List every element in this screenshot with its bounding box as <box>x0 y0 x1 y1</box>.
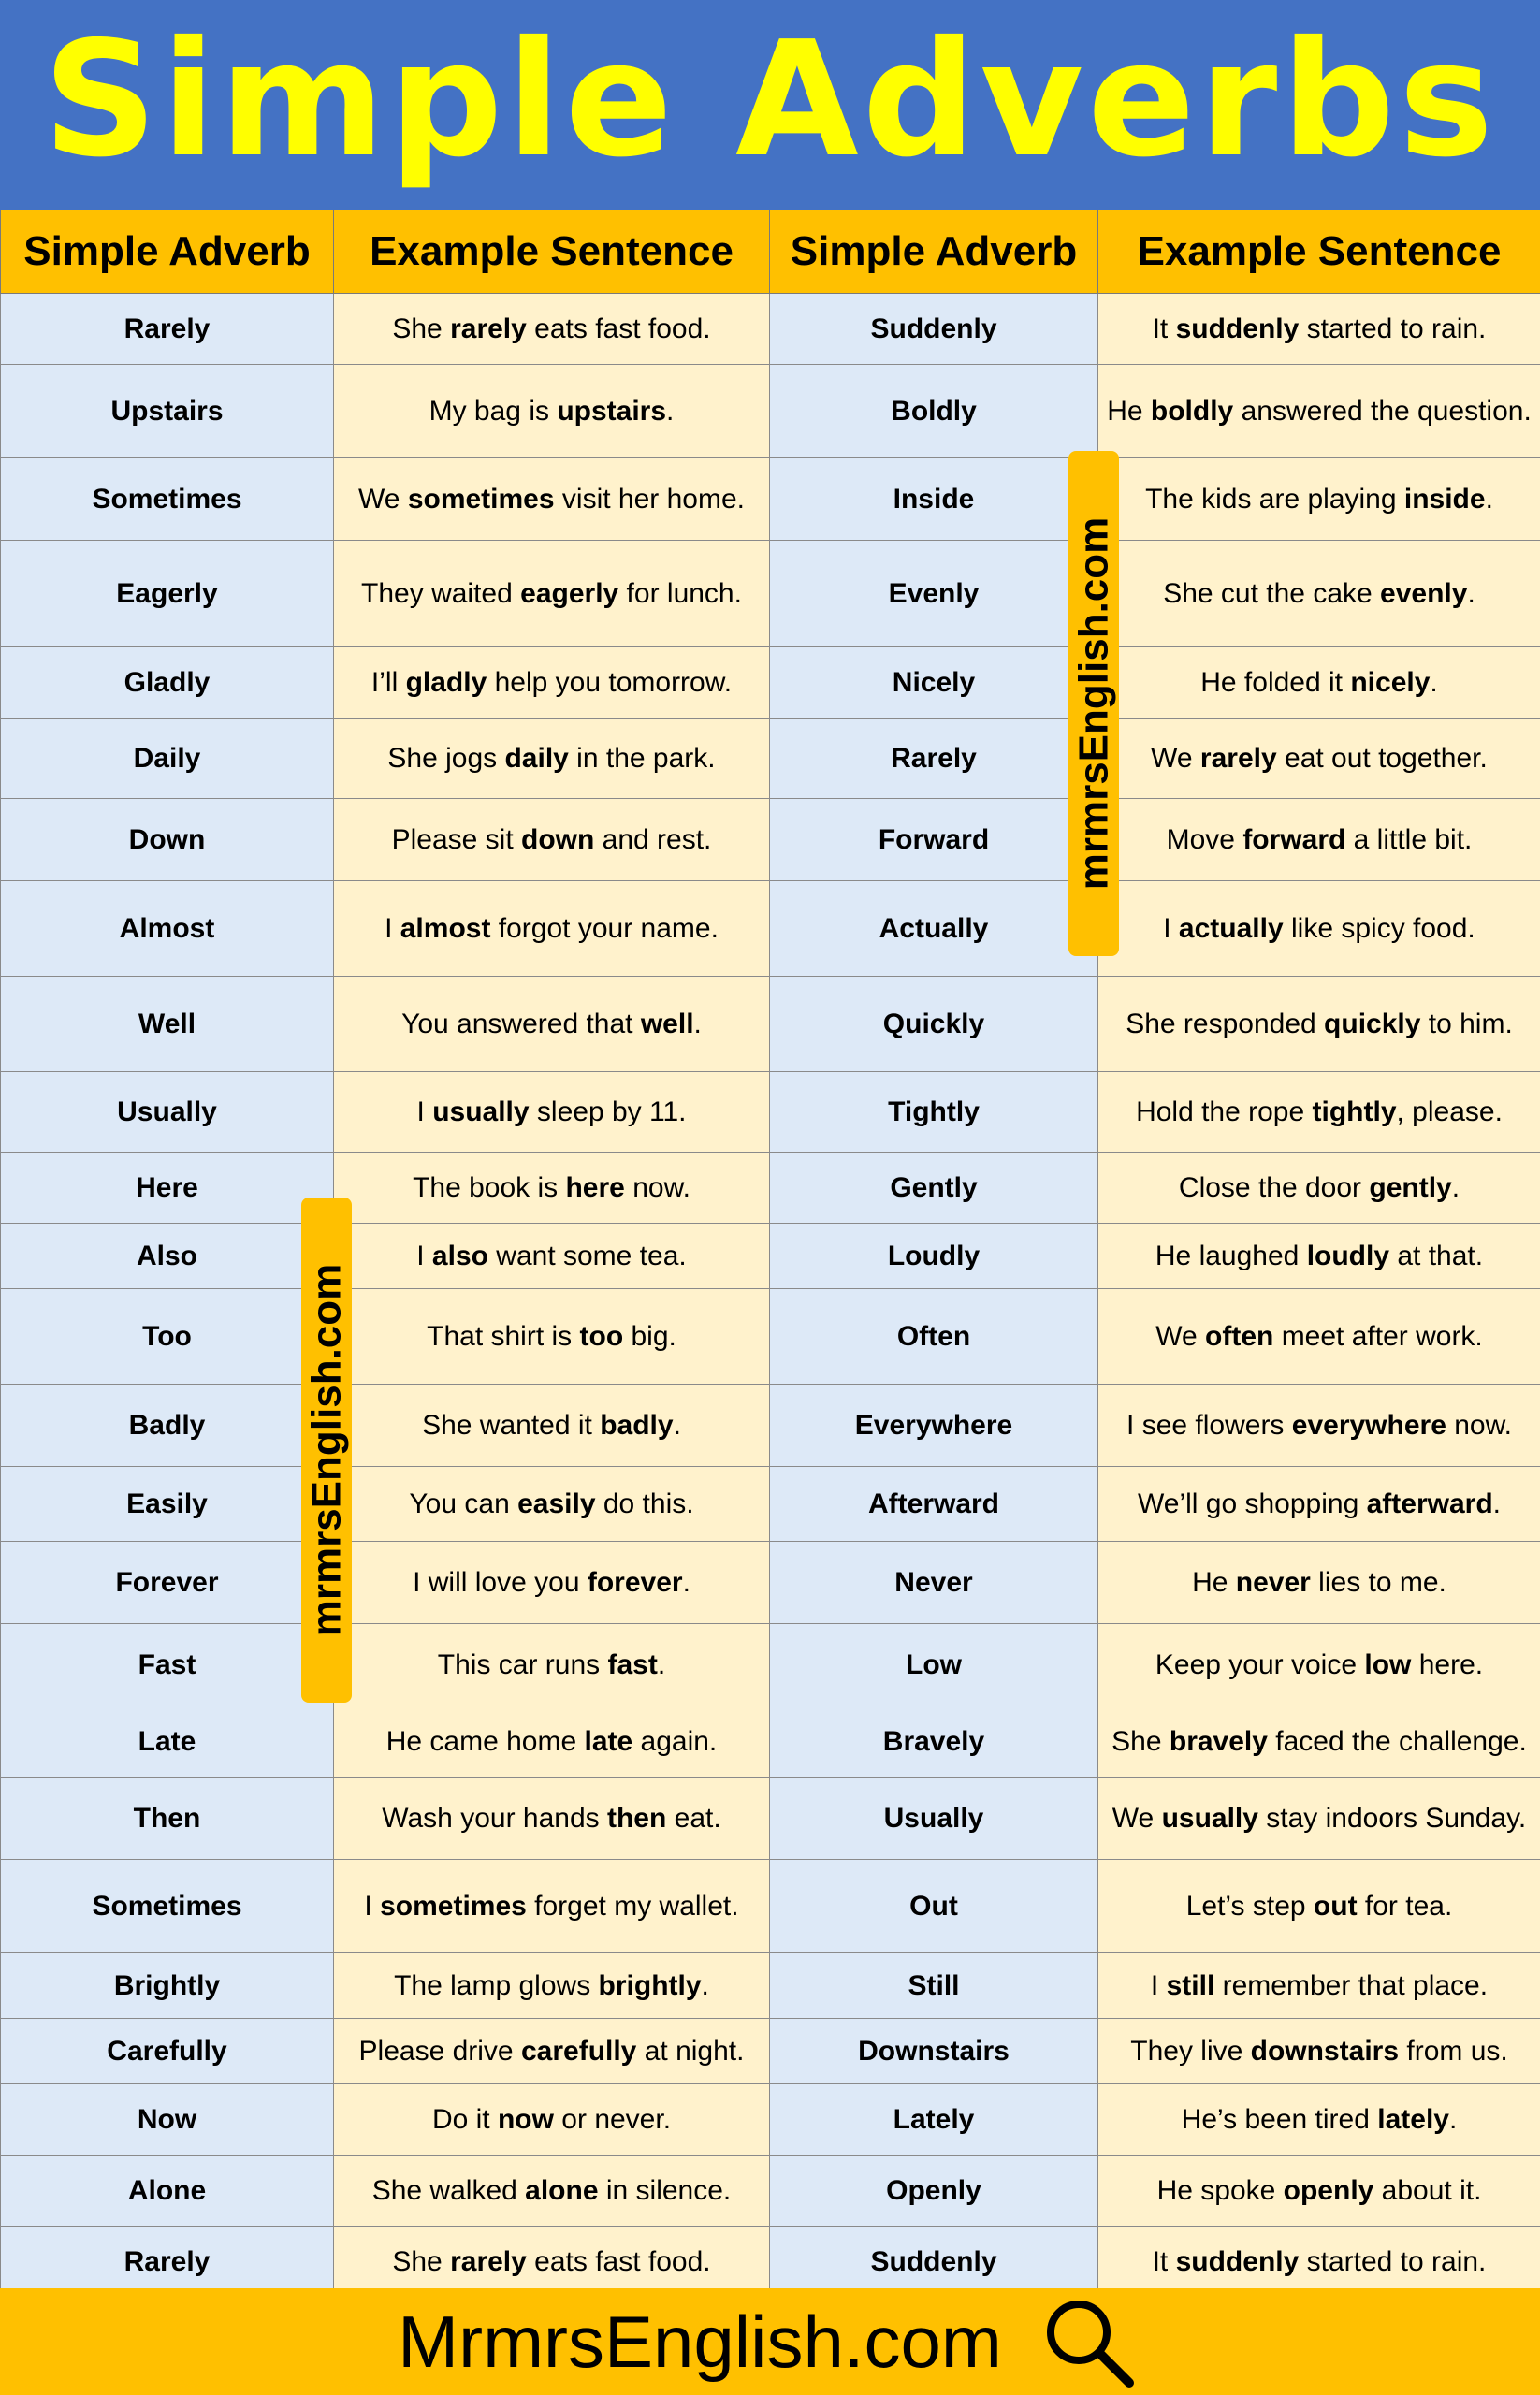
example-cell-left <box>334 1706 770 1778</box>
sentence-text: faced the challenge. <box>1267 1726 1527 1757</box>
example-cell-left <box>334 1778 770 1860</box>
sentence-text: Move <box>1166 824 1243 855</box>
highlighted-adverb: usually <box>1161 1803 1258 1834</box>
sentence-text: . <box>673 1410 681 1441</box>
adverb-cell-right: Loudly <box>770 1224 1098 1289</box>
sentence-text: I <box>364 1891 381 1922</box>
column-header-example-right: Example Sentence <box>1098 210 1540 294</box>
sentence-text: meet after work. <box>1273 1321 1483 1352</box>
highlighted-adverb: rarely <box>450 313 527 344</box>
sentence-text: or never. <box>553 2104 672 2135</box>
sentence-text: from us. <box>1399 2036 1508 2067</box>
highlighted-adverb: suddenly <box>1175 313 1300 344</box>
sentence-text: at night. <box>636 2036 745 2067</box>
adverb-cell-right: Actually <box>770 881 1098 977</box>
adverb-cell-right: Everywhere <box>770 1385 1098 1467</box>
adverb-cell-right: Gently <box>770 1153 1098 1224</box>
sentence-text: . <box>666 396 675 427</box>
sentence-text: now. <box>1446 1410 1512 1441</box>
example-cell-right <box>1098 799 1540 881</box>
adverb-cell-left: Late <box>1 1706 334 1778</box>
sentence-text: He laughed <box>1155 1241 1307 1271</box>
watermark-badge-left <box>301 1198 352 1703</box>
highlighted-adverb: brightly <box>598 1970 702 2001</box>
sentence-text: He spoke <box>1156 2175 1284 2206</box>
table-row <box>1 718 1540 799</box>
example-cell-left <box>334 458 770 541</box>
highlighted-adverb: carefully <box>520 2036 637 2067</box>
example-cell-left <box>334 1072 770 1153</box>
adverb-cell-left: Sometimes <box>1 458 334 541</box>
example-cell-left <box>334 294 770 365</box>
sentence-text: forgot your name. <box>490 913 719 944</box>
sentence-text: eat out together. <box>1276 743 1488 774</box>
sentence-text: Close the door <box>1178 1172 1370 1203</box>
adverb-cell-right: Out <box>770 1860 1098 1953</box>
example-cell-right <box>1098 977 1540 1072</box>
sentence-text: He <box>1107 396 1151 427</box>
table-row <box>1 541 1540 647</box>
sentence-text: . <box>701 1970 709 2001</box>
example-cell-left <box>334 1860 770 1953</box>
adverb-cell-left: Fast <box>1 1624 334 1706</box>
sentence-text: He folded it <box>1200 667 1351 698</box>
adverb-cell-right: Low <box>770 1624 1098 1706</box>
example-cell-left <box>334 365 770 458</box>
adverb-cell-left: Now <box>1 2084 334 2156</box>
table-row <box>1 1072 1540 1153</box>
sentence-text: She responded <box>1126 1009 1325 1039</box>
table-row <box>1 2156 1540 2227</box>
example-cell-left <box>334 2227 770 2298</box>
table-row <box>1 2227 1540 2298</box>
adverb-cell-right: Suddenly <box>770 2227 1098 2298</box>
sentence-text: . <box>1451 1172 1460 1203</box>
adverb-cell-left: Then <box>1 1778 334 1860</box>
highlighted-adverb: quickly <box>1324 1009 1421 1039</box>
table-row <box>1 458 1540 541</box>
highlighted-adverb: rarely <box>450 2246 527 2277</box>
table-row <box>1 1860 1540 1953</box>
adverb-cell-right: Never <box>770 1542 1098 1624</box>
example-cell-right <box>1098 1289 1540 1385</box>
sentence-text: started to rain. <box>1299 313 1487 344</box>
adverb-cell-left: Daily <box>1 718 334 799</box>
sentence-text: Do it <box>431 2104 498 2135</box>
adverb-cell-right: Lately <box>770 2084 1098 2156</box>
adverb-cell-right: Evenly <box>770 541 1098 647</box>
table-row <box>1 881 1540 977</box>
highlighted-adverb: everywhere <box>1291 1410 1446 1441</box>
sentence-text: big. <box>623 1321 676 1352</box>
example-cell-right <box>1098 718 1540 799</box>
sentence-text: That shirt is <box>427 1321 580 1352</box>
example-cell-left <box>334 1467 770 1542</box>
sentence-text: now. <box>624 1172 690 1203</box>
highlighted-adverb: now <box>497 2104 554 2135</box>
sentence-text: She <box>1111 1726 1170 1757</box>
example-cell-right <box>1098 1072 1540 1153</box>
title-banner <box>0 0 1540 210</box>
sentence-text: like spicy food. <box>1283 913 1475 944</box>
sentence-text: . <box>657 1649 666 1680</box>
example-cell-left <box>334 2084 770 2156</box>
highlighted-adverb: rarely <box>1199 743 1277 774</box>
sentence-text: . <box>1430 667 1438 698</box>
example-cell-right <box>1098 1706 1540 1778</box>
highlighted-adverb: badly <box>600 1410 674 1441</box>
table-row <box>1 1542 1540 1624</box>
sentence-text: . <box>1448 2104 1458 2135</box>
highlighted-adverb: gently <box>1369 1172 1452 1203</box>
sentence-text: It <box>1152 2246 1176 2277</box>
sentence-text: answered the question. <box>1233 396 1532 427</box>
highlighted-adverb: afterward <box>1366 1488 1493 1519</box>
highlighted-adverb: loudly <box>1306 1241 1390 1271</box>
highlighted-adverb: never <box>1235 1567 1311 1598</box>
sentence-text: Please drive <box>358 2036 521 2067</box>
example-cell-right <box>1098 541 1540 647</box>
sentence-text: to him. <box>1420 1009 1513 1039</box>
example-cell-right <box>1098 1467 1540 1542</box>
sentence-text: Keep your voice <box>1155 1649 1365 1680</box>
example-cell-right <box>1098 294 1540 365</box>
table-row <box>1 1289 1540 1385</box>
adverb-cell-right: Forward <box>770 799 1098 881</box>
sentence-text: I <box>1163 913 1179 944</box>
example-cell-left <box>334 2156 770 2227</box>
adverb-cell-left: Almost <box>1 881 334 977</box>
highlighted-adverb: also <box>431 1241 488 1271</box>
highlighted-adverb: down <box>521 824 595 855</box>
sentence-text: My bag is <box>429 396 558 427</box>
highlighted-adverb: sometimes <box>380 1891 527 1922</box>
highlighted-adverb: suddenly <box>1175 2246 1300 2277</box>
sentence-text: in the park. <box>568 743 716 774</box>
example-cell-left <box>334 1953 770 2019</box>
example-cell-left <box>334 541 770 647</box>
highlighted-adverb: almost <box>400 913 491 944</box>
footer-banner <box>0 2288 1540 2395</box>
highlighted-adverb: alone <box>525 2175 599 2206</box>
adverb-cell-left: Easily <box>1 1467 334 1542</box>
highlighted-adverb: actually <box>1178 913 1284 944</box>
adverb-cell-left: Also <box>1 1224 334 1289</box>
example-cell-right <box>1098 2084 1540 2156</box>
highlighted-adverb: low <box>1364 1649 1412 1680</box>
sentence-text: The lamp glows <box>394 1970 599 2001</box>
example-cell-right <box>1098 1153 1540 1224</box>
highlighted-adverb: evenly <box>1380 578 1468 609</box>
column-header-adverb-left: Simple Adverb <box>1 210 334 294</box>
example-cell-right <box>1098 1542 1540 1624</box>
sentence-text: sleep by 11. <box>529 1096 687 1127</box>
highlighted-adverb: bravely <box>1169 1726 1268 1757</box>
sentence-text: I’ll <box>370 667 406 698</box>
sentence-text: eats fast food. <box>526 313 711 344</box>
watermark-badge-right <box>1068 451 1119 956</box>
column-header-adverb-right: Simple Adverb <box>770 210 1098 294</box>
sentence-text: It <box>1152 313 1176 344</box>
watermark-text: mrmrsEnglish.com <box>1070 516 1116 891</box>
example-cell-right <box>1098 2019 1540 2084</box>
sentence-text: for lunch. <box>618 578 742 609</box>
example-cell-right <box>1098 1624 1540 1706</box>
adverb-cell-left: Too <box>1 1289 334 1385</box>
highlighted-adverb: boldly <box>1150 396 1234 427</box>
highlighted-adverb: still <box>1166 1970 1215 2001</box>
adverb-cell-right: Afterward <box>770 1467 1098 1542</box>
adverb-cell-right: Quickly <box>770 977 1098 1072</box>
sentence-text: a little bit. <box>1345 824 1473 855</box>
example-cell-left <box>334 1153 770 1224</box>
highlighted-adverb: eagerly <box>520 578 619 609</box>
example-cell-right <box>1098 365 1540 458</box>
sentence-text: about it. <box>1373 2175 1482 2206</box>
table-row <box>1 1624 1540 1706</box>
sentence-text: You answered that <box>401 1009 641 1039</box>
highlighted-adverb: easily <box>517 1488 596 1519</box>
example-cell-right <box>1098 1385 1540 1467</box>
sentence-text: for tea. <box>1357 1891 1453 1922</box>
sentence-text: She jogs <box>387 743 505 774</box>
sentence-text: They live <box>1130 2036 1251 2067</box>
example-cell-left <box>334 799 770 881</box>
sentence-text: She <box>392 313 451 344</box>
highlighted-adverb: gladly <box>405 667 487 698</box>
example-cell-left <box>334 647 770 718</box>
sentence-text: remember that place. <box>1214 1970 1489 2001</box>
highlighted-adverb: too <box>579 1321 624 1352</box>
sentence-text: I will love you <box>413 1567 588 1598</box>
sentence-text: The kids are playing <box>1145 484 1404 515</box>
adverb-cell-right: Usually <box>770 1778 1098 1860</box>
table-row <box>1 647 1540 718</box>
sentence-text: started to rain. <box>1299 2246 1487 2277</box>
highlighted-adverb: well <box>640 1009 694 1039</box>
highlighted-adverb: usually <box>432 1096 530 1127</box>
adverbs-table <box>0 210 1540 2298</box>
sentence-text: Please sit <box>391 824 521 855</box>
example-cell-right <box>1098 1860 1540 1953</box>
sentence-text: . <box>1467 578 1475 609</box>
sentence-text: He came home <box>385 1726 585 1757</box>
sentence-text: help you tomorrow. <box>487 667 733 698</box>
table-row <box>1 977 1540 1072</box>
adverb-cell-left: Upstairs <box>1 365 334 458</box>
adverb-cell-left: Brightly <box>1 1953 334 2019</box>
highlighted-adverb: forever <box>587 1567 683 1598</box>
sentence-text: He <box>1192 1567 1236 1598</box>
example-cell-left <box>334 1542 770 1624</box>
sentence-text: We <box>1111 1803 1162 1834</box>
highlighted-adverb: here <box>565 1172 625 1203</box>
sentence-text: , please. <box>1396 1096 1503 1127</box>
highlighted-adverb: daily <box>504 743 569 774</box>
sentence-text: I see flowers <box>1126 1410 1292 1441</box>
sentence-text: I <box>416 1241 432 1271</box>
sentence-text: . <box>693 1009 702 1039</box>
sentence-text: Let’s step <box>1185 1891 1314 1922</box>
example-cell-left <box>334 881 770 977</box>
highlighted-adverb: forward <box>1242 824 1346 855</box>
sentence-text: stay indoors Sunday. <box>1257 1803 1527 1834</box>
adverb-cell-left: Down <box>1 799 334 881</box>
highlighted-adverb: lately <box>1377 2104 1449 2135</box>
sentence-text: at that. <box>1389 1241 1484 1271</box>
sentence-text: I <box>1150 1970 1167 2001</box>
table-row <box>1 365 1540 458</box>
search-icon <box>1039 2295 1142 2388</box>
adverb-cell-right: Nicely <box>770 647 1098 718</box>
adverb-cell-right: Openly <box>770 2156 1098 2227</box>
table-row <box>1 1706 1540 1778</box>
table-row <box>1 2084 1540 2156</box>
sentence-text: want some tea. <box>487 1241 687 1271</box>
table-body <box>1 294 1540 2298</box>
sentence-text: do this. <box>595 1488 694 1519</box>
sentence-text: lies to me. <box>1310 1567 1446 1598</box>
adverb-cell-right: Tightly <box>770 1072 1098 1153</box>
adverb-cell-left: Carefully <box>1 2019 334 2084</box>
sentence-text: and rest. <box>594 824 712 855</box>
example-cell-left <box>334 977 770 1072</box>
example-cell-left <box>334 1289 770 1385</box>
sentence-text: They waited <box>361 578 521 609</box>
adverb-cell-right: Still <box>770 1953 1098 2019</box>
sentence-text: . <box>1492 1488 1501 1519</box>
adverb-cell-right: Suddenly <box>770 294 1098 365</box>
highlighted-adverb: upstairs <box>557 396 667 427</box>
example-cell-left <box>334 1385 770 1467</box>
sentence-text: This car runs <box>437 1649 608 1680</box>
table-row <box>1 1953 1540 2019</box>
example-cell-left <box>334 718 770 799</box>
sentence-text: The book is <box>413 1172 566 1203</box>
header-row <box>1 210 1540 294</box>
example-cell-right <box>1098 647 1540 718</box>
sentence-text: Wash your hands <box>382 1803 607 1834</box>
sentence-text: I <box>416 1096 433 1127</box>
adverb-cell-right: Downstairs <box>770 2019 1098 2084</box>
sentence-text: We <box>1155 1321 1206 1352</box>
sentence-text: He’s been tired <box>1181 2104 1378 2135</box>
highlighted-adverb: often <box>1205 1321 1274 1352</box>
table-row <box>1 1467 1540 1542</box>
sentence-text: You can <box>409 1488 518 1519</box>
sentence-text: . <box>682 1567 690 1598</box>
sentence-text: We <box>358 484 408 515</box>
watermark-text: mrmrsEnglish.com <box>303 1263 349 1637</box>
footer-site-name: MrmrsEnglish.com <box>398 2300 1002 2383</box>
adverb-cell-right: Often <box>770 1289 1098 1385</box>
sentence-text: . <box>1485 484 1493 515</box>
highlighted-adverb: tightly <box>1312 1096 1397 1127</box>
example-cell-right <box>1098 1953 1540 2019</box>
adverb-cell-left: Well <box>1 977 334 1072</box>
sentence-text: She wanted it <box>422 1410 601 1441</box>
example-cell-right <box>1098 1778 1540 1860</box>
sentence-text: We’ll go shopping <box>1138 1488 1367 1519</box>
highlighted-adverb: then <box>606 1803 667 1834</box>
example-cell-left <box>334 1224 770 1289</box>
adverb-cell-left: Sometimes <box>1 1860 334 1953</box>
sentence-text: forget my wallet. <box>526 1891 739 1922</box>
adverb-cell-right: Rarely <box>770 718 1098 799</box>
highlighted-adverb: out <box>1313 1891 1358 1922</box>
highlighted-adverb: fast <box>607 1649 658 1680</box>
highlighted-adverb: late <box>584 1726 633 1757</box>
page-title: Simple Adverbs <box>42 7 1498 193</box>
table-row <box>1 799 1540 881</box>
table-row <box>1 294 1540 365</box>
sentence-text: She cut the cake <box>1163 578 1381 609</box>
adverb-cell-left: Badly <box>1 1385 334 1467</box>
adverb-cell-right: Inside <box>770 458 1098 541</box>
adverb-cell-right: Bravely <box>770 1706 1098 1778</box>
sentence-text: again. <box>632 1726 718 1757</box>
table-row <box>1 1153 1540 1224</box>
example-cell-right <box>1098 2227 1540 2298</box>
example-cell-right <box>1098 1224 1540 1289</box>
sentence-text: eats fast food. <box>526 2246 711 2277</box>
example-cell-left <box>334 1624 770 1706</box>
adverb-cell-left: Gladly <box>1 647 334 718</box>
adverb-cell-left: Eagerly <box>1 541 334 647</box>
sentence-text: visit her home. <box>554 484 745 515</box>
sentence-text: here. <box>1411 1649 1484 1680</box>
highlighted-adverb: nicely <box>1350 667 1431 698</box>
adverb-cell-left: Usually <box>1 1072 334 1153</box>
highlighted-adverb: sometimes <box>407 484 555 515</box>
example-cell-right <box>1098 881 1540 977</box>
adverb-cell-left: Rarely <box>1 2227 334 2298</box>
adverb-cell-left: Here <box>1 1153 334 1224</box>
table-row <box>1 1778 1540 1860</box>
adverb-cell-left: Forever <box>1 1542 334 1624</box>
adverb-cell-left: Rarely <box>1 294 334 365</box>
highlighted-adverb: downstairs <box>1250 2036 1400 2067</box>
highlighted-adverb: openly <box>1283 2175 1374 2206</box>
sentence-text: She walked <box>371 2175 526 2206</box>
sentence-text: We <box>1151 743 1200 774</box>
column-header-example-left: Example Sentence <box>334 210 770 294</box>
sentence-text: in silence. <box>598 2175 732 2206</box>
adverb-cell-right: Boldly <box>770 365 1098 458</box>
highlighted-adverb: inside <box>1403 484 1486 515</box>
adverb-cell-left: Alone <box>1 2156 334 2227</box>
table-row <box>1 1385 1540 1467</box>
table-row <box>1 1224 1540 1289</box>
example-cell-right <box>1098 2156 1540 2227</box>
example-cell-right <box>1098 458 1540 541</box>
table-row <box>1 2019 1540 2084</box>
example-cell-left <box>334 2019 770 2084</box>
sentence-text: eat. <box>666 1803 721 1834</box>
sentence-text: She <box>392 2246 451 2277</box>
sentence-text: I <box>385 913 400 944</box>
sentence-text: Hold the rope <box>1136 1096 1313 1127</box>
